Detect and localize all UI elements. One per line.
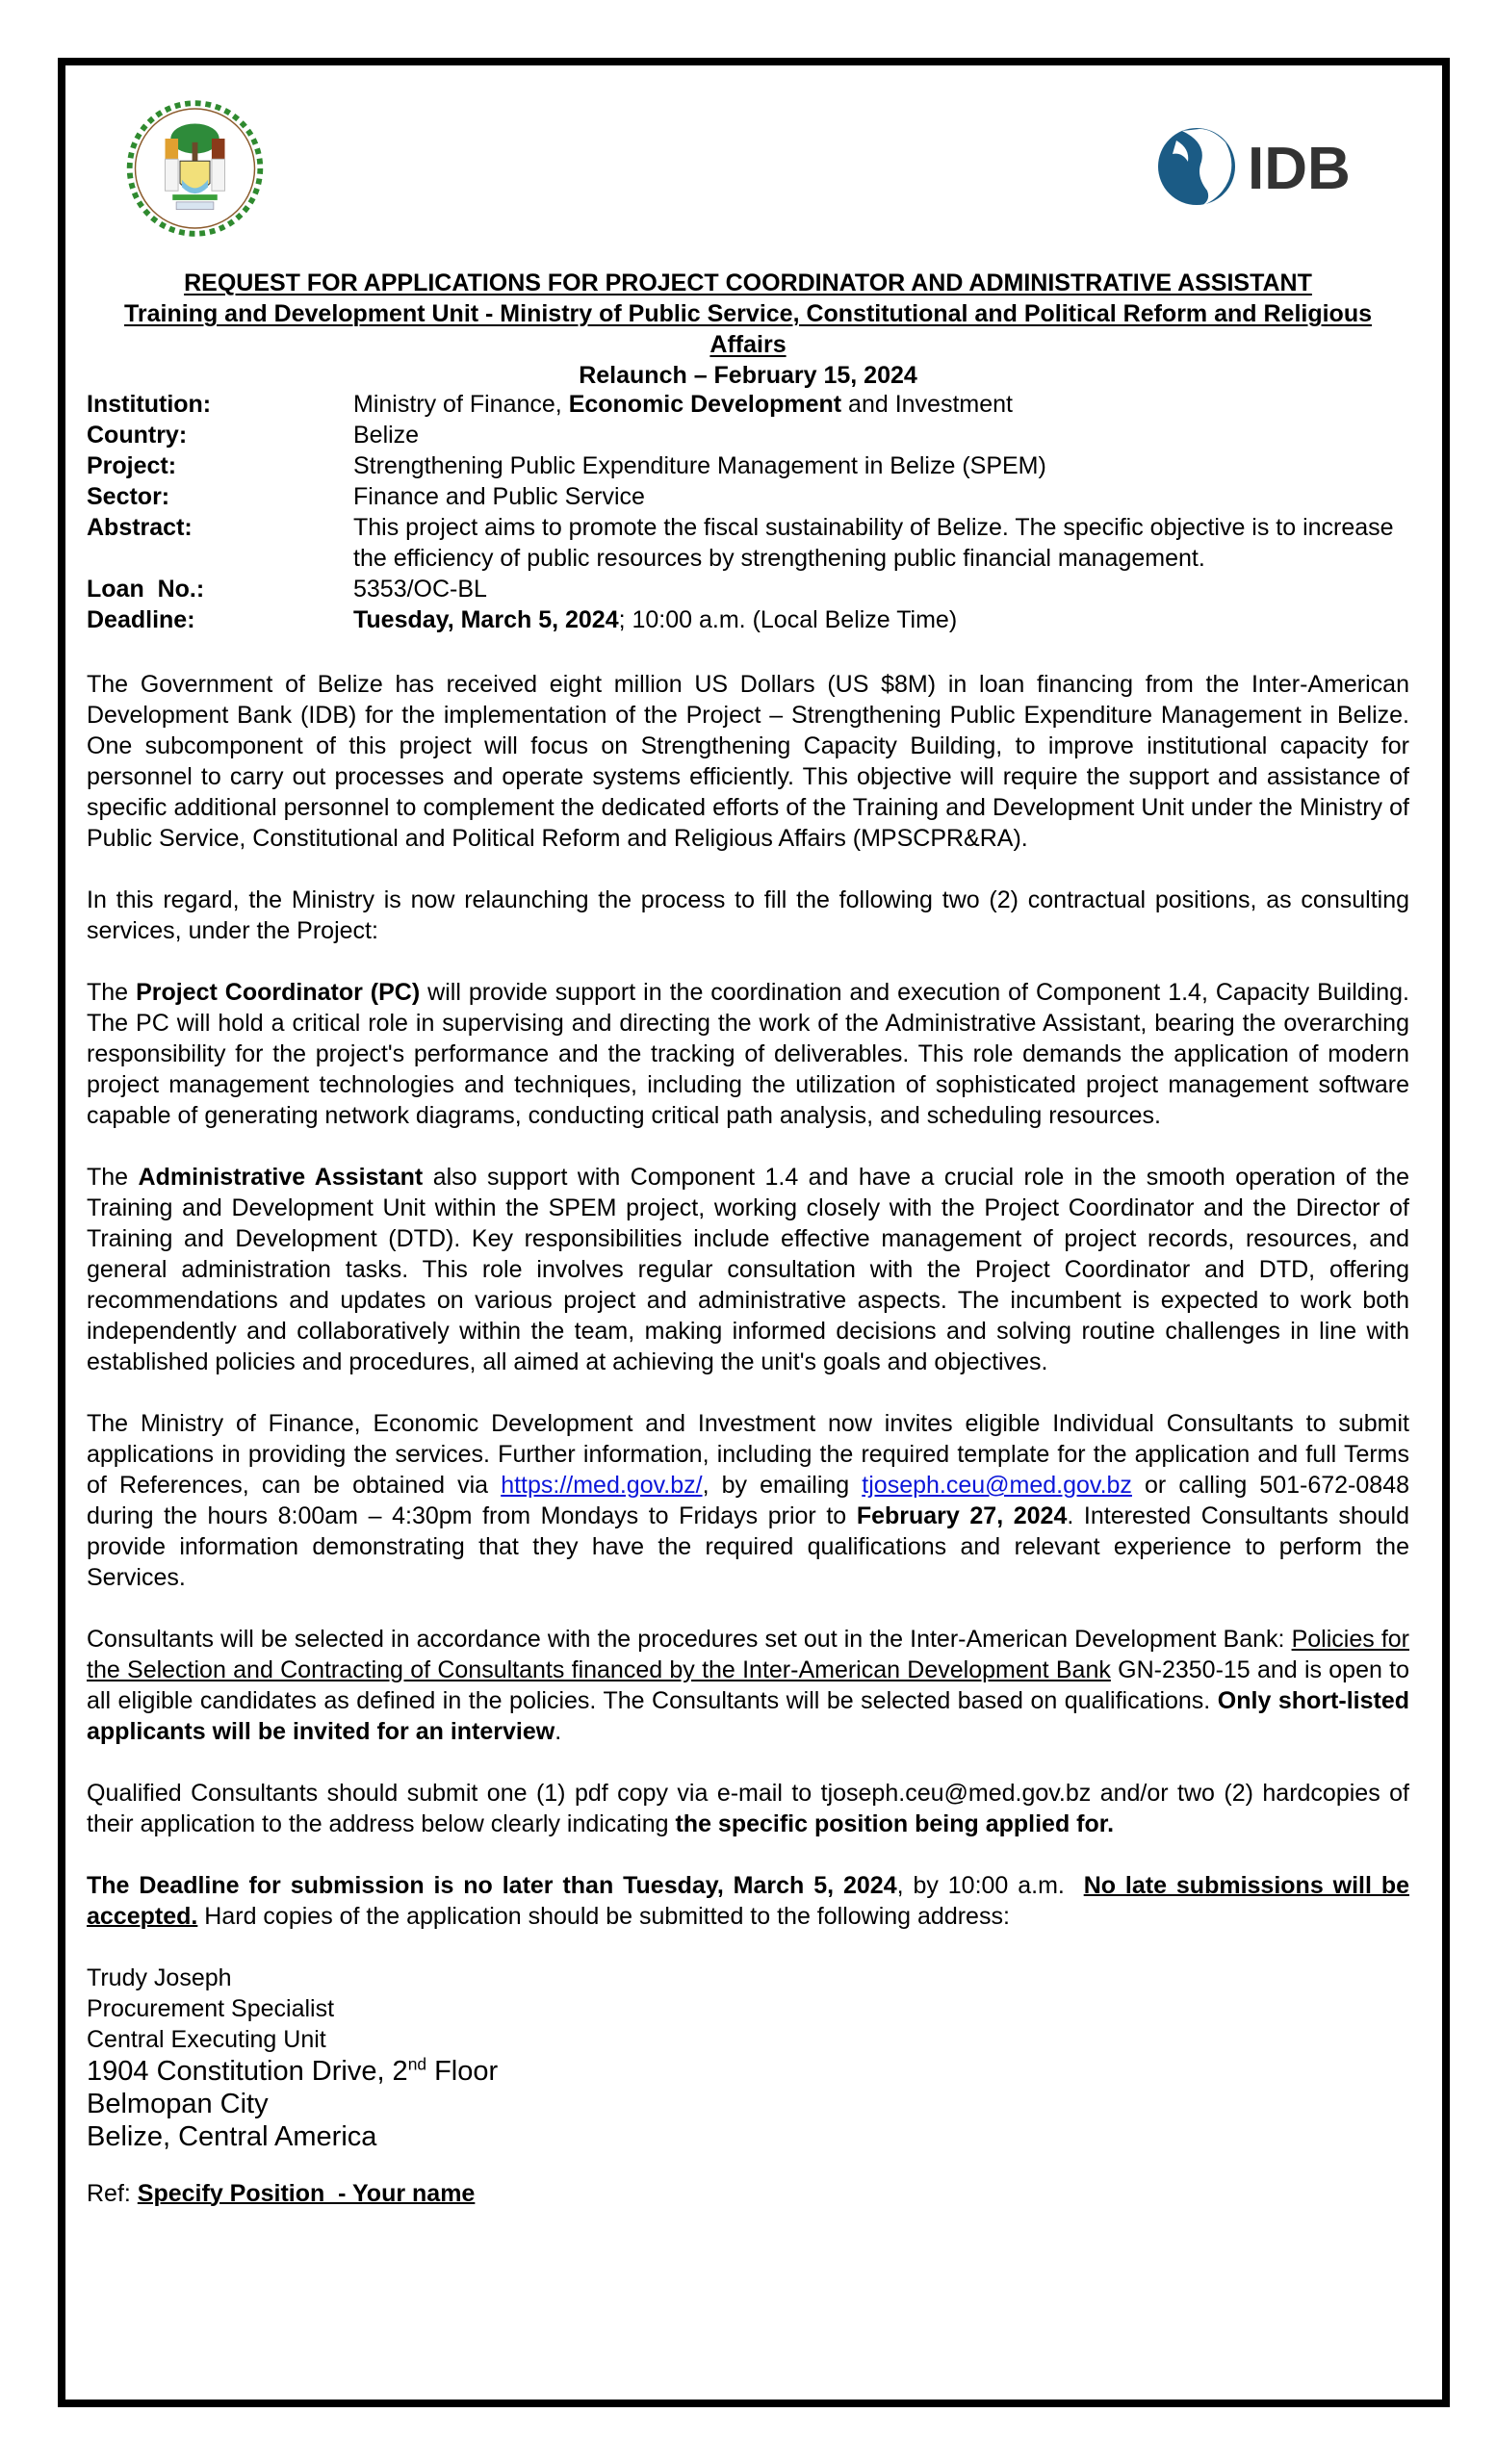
idb-logo bbox=[1153, 123, 1394, 210]
svg-text:IDB: IDB bbox=[1248, 136, 1351, 202]
address-city: Belmopan City bbox=[87, 2089, 269, 2119]
paragraph-loan-financing: The Government of Belize has received eight million US Dollars (US $8M) in loan financing from the Inter-American Development Bank (IDB) for the implementation of the Project – Strengthening Public Expenditure Management in Belize. One subcomponent of this project will focus on Strengthening Capacity Building, to improve institutional capacity for personnel to carry out processes and operate systems efficiently. This objective will require the support and assistance of specific additional personnel to complement the dedicated efforts of the Training and Development Unit under the Ministry of Public Service, Constitutional and Political Reform and Religious Affairs (MPSCPR&RA). bbox=[87, 671, 1409, 852]
policy-reference: Policies for the Selection and Contracting of Consultants financed by the Inter-American Development Bank bbox=[87, 1626, 1409, 1683]
address-unit: Central Executing Unit bbox=[87, 2026, 326, 2053]
detail-country: Country: Belize bbox=[87, 422, 420, 449]
paragraph-invitation: The Ministry of Finance, Economic Development and Investment now invites eligible Individual Consultants to submit applications in providing the services. Further information, including the required template for the application and full Terms of References, can be obtained via https://med.gov.bz/, by emailing tjoseph.ceu@med.gov.bz or calling 501-672-0848 during the hours 8:00am – 4:30pm from Mondays to Fridays prior to February 27, 2024. Interested Consultants should provide information demonstrating that they have the required qualifications and relevant experience to perform the Services. bbox=[87, 1410, 1409, 1591]
detail-loan-number: Loan No.: 5353/OC-BL bbox=[87, 576, 487, 603]
mailing-address bbox=[87, 1963, 1409, 2153]
detail-project: Project: Strengthening Public Expenditure Management in Belize (SPEM) bbox=[87, 452, 1046, 479]
paragraph-administrative-assistant: The Administrative Assistant also support with Component 1.4 and have a crucial role in the smooth operation of the Training and Development Unit within the SPEM project, working closely with the Project Coordinator and the Director of Training and Development (DTD). Key responsibilities include effective management of project records, resources, and general administration tasks. This role involves regular consultation with the Project Coordinator and DTD, offering recommendations and updates on various project and administrative aspects. The incumbent is expected to work both independently and collaboratively within the team, making informed decisions and solving routine challenges in line with established policies and procedures, all aimed at achieving the unit's goals and objectives. bbox=[87, 1164, 1409, 1375]
address-title: Procurement Specialist bbox=[87, 1995, 335, 2022]
detail-abstract: Abstract: This project aims to promote the fiscal sustainability of Belize. The specific objective is to increase the efficiency of public resources by strengthening public financial management. bbox=[87, 514, 1394, 572]
paragraph-deadline: The Deadline for submission is no later than Tuesday, March 5, 2024, by 10:00 a.m. No late submissions will be accepted. Hard copies of the application should be submitted to the following address: bbox=[87, 1872, 1409, 1930]
detail-deadline: Deadline: Tuesday, March 5, 2024; 10:00 a.m. (Local Belize Time) bbox=[87, 606, 958, 633]
belize-coat-of-arms-icon bbox=[120, 91, 270, 245]
detail-institution: Institution: Ministry of Finance, Economic Development and Investment bbox=[87, 391, 1013, 418]
paragraph-selection: Consultants will be selected in accordance with the procedures set out in the Inter-American Development Bank: Policies for the Selection and Contracting of Consultants financed by the Inter-American Development Bank GN-2350-15 and is open to all eligible candidates as defined in the policies. The Consultants will be selected based on qualifications. Only short-listed applicants will be invited for an interview. bbox=[87, 1626, 1409, 1745]
address-street: 1904 Constitution Drive, 2nd Floor bbox=[87, 2054, 499, 2087]
idb-globe-icon bbox=[1153, 123, 1394, 210]
address-country: Belize, Central America bbox=[87, 2121, 377, 2152]
paragraph-submission: Qualified Consultants should submit one (1) pdf copy via e-mail to tjoseph.ceu@med.gov.bz and/or two (2) hardcopies of their application to the address below clearly indicating the specific position being applied for. bbox=[87, 1780, 1409, 1837]
reference-line: Ref: Specify Position - Your name bbox=[87, 2180, 476, 2207]
website-link[interactable]: https://med.gov.bz/ bbox=[501, 1472, 703, 1499]
relaunch-date: Relaunch – February 15, 2024 bbox=[579, 362, 917, 389]
document-body bbox=[87, 669, 1409, 2209]
paragraph-relaunch: In this regard, the Ministry is now relaunching the process to fill the following two (2) contractual positions, as consulting services, under the Project: bbox=[87, 886, 1409, 944]
address-name: Trudy Joseph bbox=[87, 1964, 232, 1991]
document-heading bbox=[87, 268, 1409, 391]
subtitle: Training and Development Unit - Ministry of Public Service, Constitutional and Political Reform and Religious Affairs bbox=[124, 300, 1372, 358]
project-details bbox=[87, 389, 1409, 635]
paragraph-project-coordinator: The Project Coordinator (PC) will provide support in the coordination and execution of Component 1.4, Capacity Building. The PC will hold a critical role in supervising and directing the work of the Administrative Assistant, bearing the overarching responsibility for the project's performance and the tracking of deliverables. This role demands the application of modern project management technologies and techniques, including the utilization of sophisticated project management software capable of generating network diagrams, conducting critical path analysis, and scheduling resources. bbox=[87, 979, 1409, 1129]
title: REQUEST FOR APPLICATIONS FOR PROJECT COORDINATOR AND ADMINISTRATIVE ASSISTANT bbox=[184, 270, 1312, 296]
detail-sector: Sector: Finance and Public Service bbox=[87, 483, 645, 510]
email-link[interactable]: tjoseph.ceu@med.gov.bz bbox=[862, 1472, 1132, 1499]
